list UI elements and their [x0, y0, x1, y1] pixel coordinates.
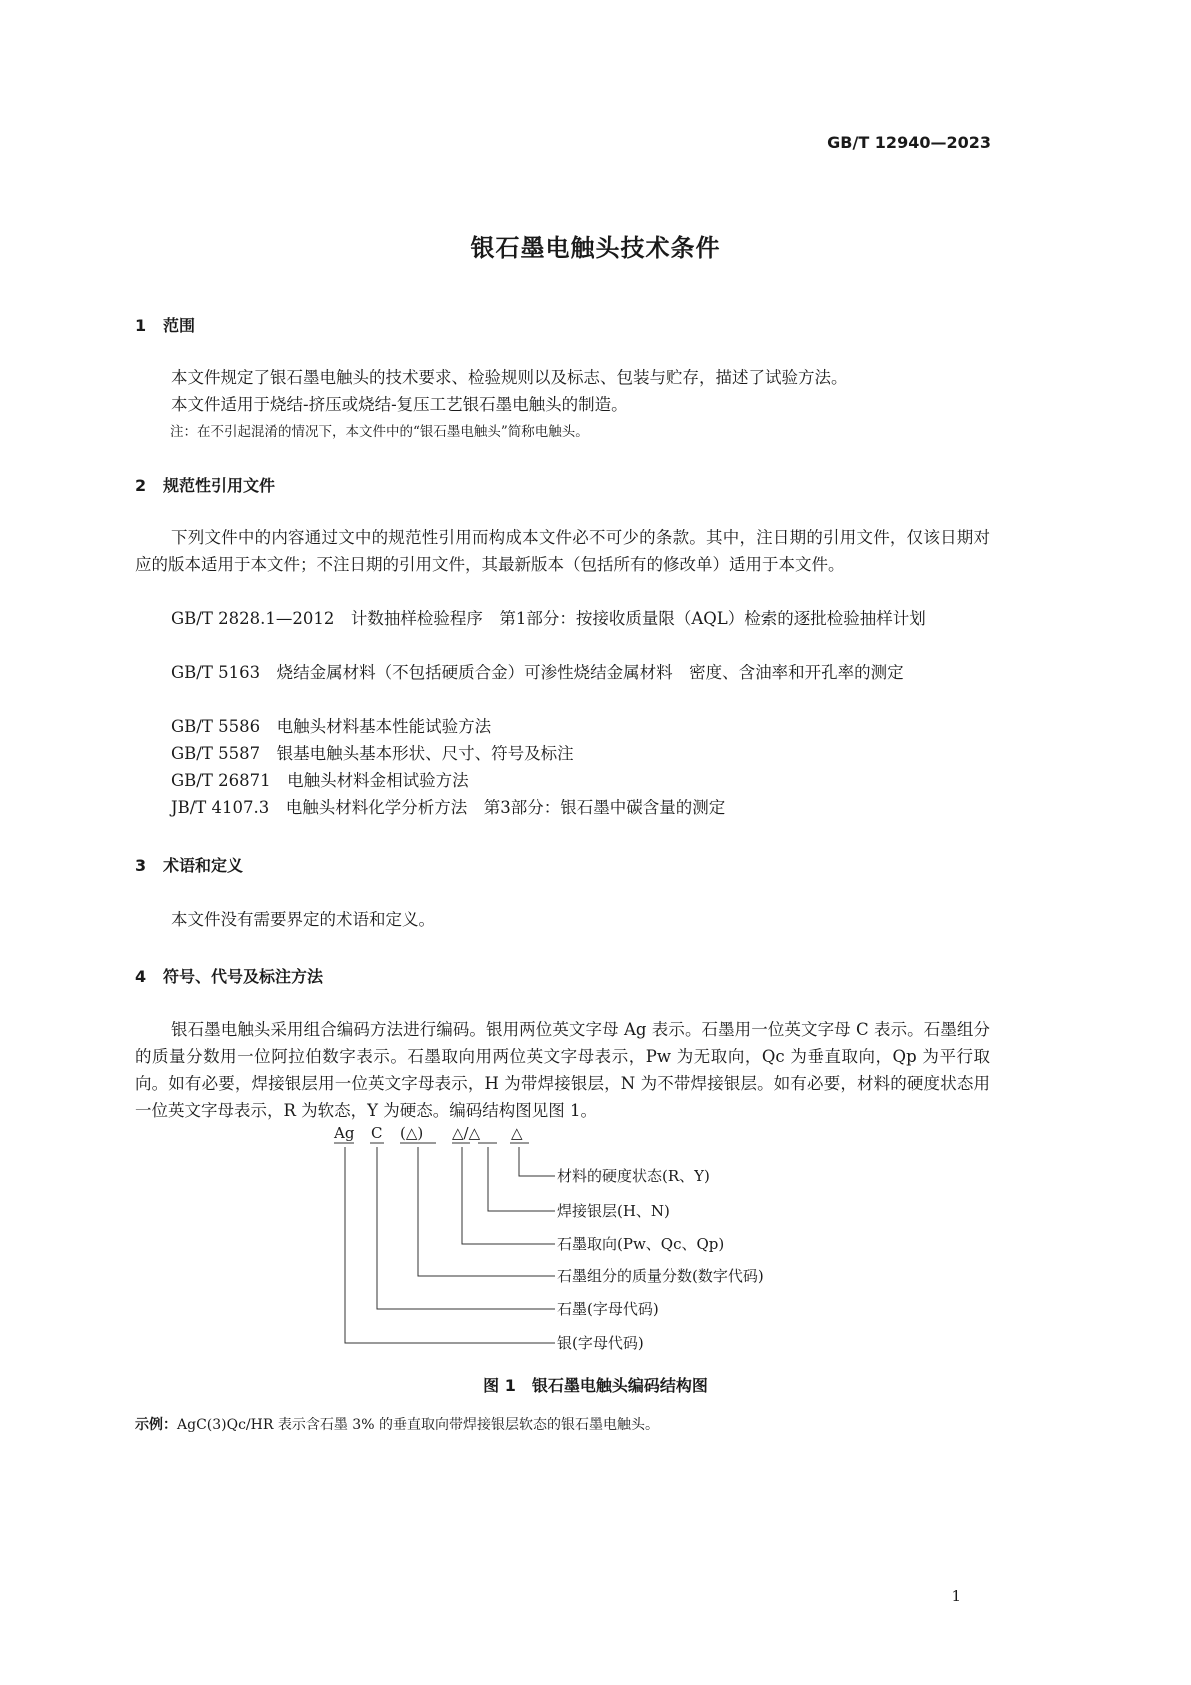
code-graphite-fraction: (△) — [400, 1124, 424, 1142]
section-title: 范围 — [163, 316, 196, 335]
standard-number: GB/T 12940—2023 — [827, 133, 991, 152]
section-title: 符号、代号及标注方法 — [163, 967, 324, 986]
paragraph: 本文件规定了银石墨电触头的技术要求、检验规则以及标志、包装与贮存，描述了试验方法。 — [171, 368, 848, 387]
reference-item: JB/T 4107.3 电触头材料化学分析方法 第3部分：银石墨中碳含量的测定 — [171, 798, 726, 817]
reference-item: GB/T 5586 电触头材料基本性能试验方法 — [171, 717, 492, 736]
reference-item: GB/T 2828.1—2012 计数抽样检验程序 第1部分：按接收质量限（AQL）检索的逐批检验抽样计划 — [171, 609, 926, 628]
label-mass-fraction: 石墨组分的质量分数(数字代码) — [557, 1267, 764, 1285]
reference-item: GB/T 26871 电触头材料金相试验方法 — [171, 771, 469, 790]
figure-caption: 图 1 银石墨电触头编码结构图 — [483, 1376, 708, 1395]
document-title: 银石墨电触头技术条件 — [470, 234, 721, 262]
section-number: 1 — [135, 316, 147, 335]
example-label: 示例： — [135, 1417, 177, 1433]
example-text: AgC(3)Qc/HR 表示含石墨 3% 的垂直取向带焊接银层软态的银石墨电触头。 — [177, 1417, 659, 1433]
note: 注：在不引起混淆的情况下，本文件中的“银石墨电触头”简称电触头。 — [170, 424, 589, 440]
code-orientation-layer: △/△ — [452, 1124, 481, 1142]
example — [135, 1414, 659, 1434]
page-number: 1 — [951, 1587, 961, 1605]
section-title: 规范性引用文件 — [163, 476, 276, 495]
paragraph: 银石墨电触头采用组合编码方法进行编码。银用两位英文字母 Ag 表示。石墨用一位英文字母 C 表示。石墨组分的质量分数用一位阿拉伯数字表示。石墨取向用两位英文字母表示，Pw 为无取向，Qc 为垂直取向，Qp 为平行取向。如有必要，焊接银层用一位英文字母表示，H 为带焊接银层，N 为不带焊接银层。如有必要，材料的硬度状态用一位英文字母表示，R 为软态，Y 为硬态。编码结构图见图 1。 — [135, 1020, 990, 1120]
paragraph: 本文件适用于烧结-挤压或烧结-复压工艺银石墨电触头的制造。 — [171, 395, 628, 414]
code-hardness: △ — [511, 1124, 523, 1142]
label-orientation: 石墨取向(Pw、Qc、Qp) — [557, 1235, 725, 1253]
section-number: 2 — [135, 476, 147, 495]
label-graphite: 石墨(字母代码) — [557, 1300, 659, 1318]
paragraph: 本文件没有需要界定的术语和定义。 — [171, 910, 435, 929]
label-hardness: 材料的硬度状态(R、Y) — [557, 1167, 710, 1185]
section-number: 3 — [135, 856, 147, 875]
code-c: C — [371, 1124, 383, 1142]
section-number: 4 — [135, 967, 147, 986]
label-silver: 银(字母代码) — [557, 1334, 644, 1352]
code-ag: Ag — [334, 1124, 355, 1142]
section-title: 术语和定义 — [163, 856, 244, 875]
label-welding-layer: 焊接银层(H、N) — [557, 1202, 670, 1220]
reference-item: GB/T 5163 烧结金属材料（不包括硬质合金）可渗性烧结金属材料 密度、含油率和开孔率的测定 — [171, 663, 904, 682]
paragraph: 下列文件中的内容通过文中的规范性引用而构成本文件必不可少的条款。其中，注日期的引用文件，仅该日期对应的版本适用于本文件；不注日期的引用文件，其最新版本（包括所有的修改单）适用于本文件。 — [135, 528, 990, 574]
reference-item: GB/T 5587 银基电触头基本形状、尺寸、符号及标注 — [171, 744, 574, 763]
